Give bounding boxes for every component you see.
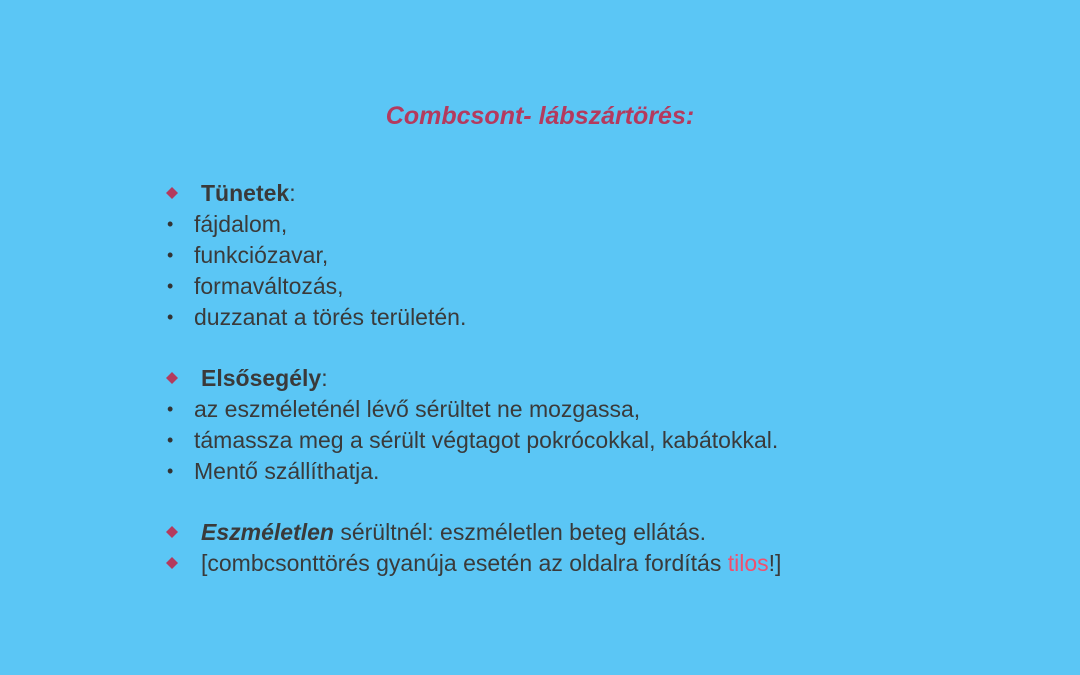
note-text: [combcsonttörés gyanúja esetén az oldalra fordítás — [201, 550, 728, 576]
list-item-text: duzzanat a törés területén. — [194, 304, 467, 330]
section-heading-suffix: : — [289, 180, 296, 206]
list-item — [163, 240, 1063, 271]
section-heading-suffix: : — [321, 365, 328, 391]
dot-bullet: • — [167, 214, 174, 234]
list-item-text: Mentő szállíthatja. — [194, 458, 380, 484]
dot-bullet: • — [167, 461, 174, 481]
note-text: sérültnél: eszméletlen beteg ellátás. — [333, 519, 706, 545]
list-item-text: fájdalom, — [194, 211, 288, 237]
list-item — [163, 394, 1063, 425]
diamond-icon — [165, 371, 179, 385]
slide-content — [163, 178, 1063, 579]
diamond-icon — [165, 525, 179, 539]
section-heading-elsosegely — [163, 363, 1063, 394]
note-text-end: !] — [768, 550, 782, 576]
list-item — [163, 209, 1063, 240]
note-emphasis: Eszméletlen — [201, 519, 334, 545]
list-item — [163, 425, 1063, 456]
diamond-icon — [165, 186, 179, 200]
dot-bullet: • — [167, 276, 174, 296]
dot-bullet: • — [167, 307, 174, 327]
list-item-text: az eszméleténél lévő sérültet ne mozgassa, — [194, 396, 641, 422]
section-heading-tunetek — [163, 178, 1063, 209]
slide-title: Combcsont- lábszártörés: — [385, 102, 695, 130]
note-highlight: tilos — [727, 550, 769, 576]
list-item — [163, 302, 1063, 333]
note-warning — [163, 548, 1063, 579]
list-item-text: funkciózavar, — [194, 242, 329, 268]
dot-bullet: • — [167, 245, 174, 265]
list-item — [163, 456, 1063, 487]
list-item-text: támassza meg a sérült végtagot pokrócokkal, kabátokkal. — [194, 427, 779, 453]
note-unconscious — [163, 517, 1063, 548]
list-item-text: formaváltozás, — [194, 273, 344, 299]
dot-bullet: • — [167, 430, 174, 450]
section-heading-label: Tünetek — [201, 180, 290, 206]
dot-bullet: • — [167, 399, 174, 419]
diamond-icon — [165, 556, 179, 570]
list-item — [163, 271, 1063, 302]
section-heading-label: Elsősegély — [201, 365, 322, 391]
